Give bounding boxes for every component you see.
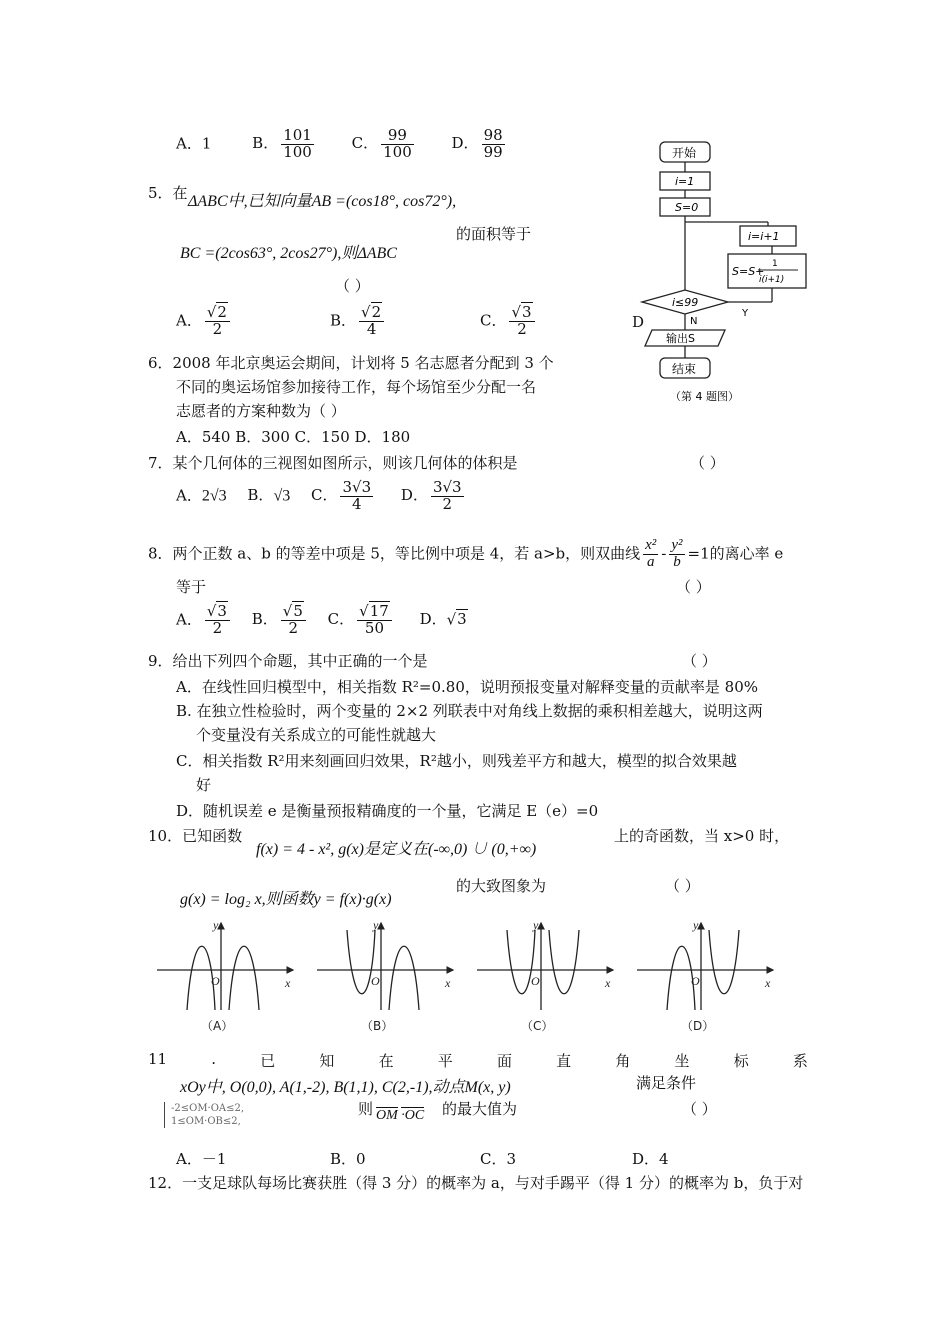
q10-stem: 10．已知函数 <box>148 827 243 845</box>
q11-tail: 的最大值为 <box>442 1100 518 1118</box>
q10-tail2: 的大致图象为 <box>456 877 547 895</box>
graph-label-c: （C） <box>521 1019 554 1033</box>
svg-text:O: O <box>531 974 540 988</box>
q5-option-b: B． $\frac{√2}{4}$ <box>330 305 387 338</box>
q9-option-d: D．随机误差 e 是衡量预报精确度的一个量，它满足 E（e）=0 <box>176 802 599 820</box>
fc-cond: i≤99 <box>672 296 699 309</box>
svg-text:y: y <box>213 918 219 932</box>
graph-label-a: （A） <box>201 1019 234 1033</box>
fc-sum: S=S+ <box>732 265 765 278</box>
svg-text:x: x <box>445 976 451 990</box>
fc-s0: S=0 <box>675 201 699 214</box>
q8-paren: （ ） <box>676 578 711 596</box>
q11-option-b: B．0 <box>330 1150 366 1168</box>
fc-sum-den: i(i+1) <box>759 275 785 285</box>
q11-system: -2≤OM·OA≤2, 1≤OM·OB≤2, <box>164 1102 244 1128</box>
q8-line2: 等于 <box>176 578 207 596</box>
q7-paren: （ ） <box>690 454 725 472</box>
fc-no: N <box>690 316 698 327</box>
q7-options: A．2√3 B．√3 C． $\frac{3√3}{4}$ D． $\frac{3√3}{2}$ <box>176 478 462 513</box>
fc-yes: Y <box>742 308 749 319</box>
q6-line2: 不同的奥运场馆参加接待工作，每个场馆至少分配一名 <box>176 378 537 396</box>
q11-option-c: C．3 <box>480 1150 517 1168</box>
q10-paren: （ ） <box>665 877 700 895</box>
fc-start: 开始 <box>672 146 697 160</box>
q5-paren: （ ） <box>335 277 370 295</box>
fc-end: 结束 <box>672 362 697 376</box>
q10-g: g(x) = log₂ x,则函数y = f(x)·g(x) <box>180 891 392 908</box>
fc-inc: i=i+1 <box>748 230 780 243</box>
q9-option-c2: 好 <box>196 776 212 794</box>
q5-line2: BC =(2cos63°, 2cos27°),则ΔABC <box>180 245 397 262</box>
q11-line1: 11 . 已 知 在 平 面 直 角 坐 标 系 <box>148 1050 808 1070</box>
q11-option-a: A．－1 <box>176 1150 227 1168</box>
q6-line1: 6．2008 年北京奥运会期间，计划将 5 名志愿者分配到 3 个 <box>148 354 554 372</box>
svg-text:O: O <box>691 974 700 988</box>
q6-options: A．540 B．300 C．150 D．180 <box>176 428 411 446</box>
fc-i1: i=1 <box>675 175 695 188</box>
q4-option-a: A．1 <box>176 134 212 153</box>
q10-graphs <box>155 915 795 1040</box>
q8-stem: 8．两个正数 a、b 的等差中项是 5，等比例中项是 4，若 a>b，则双曲线 $\frac{\text{x²}}{a}$ - $\frac{\text{y²}}{b}$ =1的离心率 e <box>148 537 784 570</box>
q11-line2: xOy中, O(0,0), A(1,-2), B(1,1), C(2,-1),动点M(x, y) <box>180 1079 511 1096</box>
q4-options: A．1 B． $\frac{101}{100}$ C． $\frac{99}{100}$ D． $\frac{98}{99}$ <box>176 126 503 161</box>
svg-text:x: x <box>285 976 291 990</box>
q9-stem: 9．给出下列四个命题，其中正确的一个是 <box>148 652 428 670</box>
q10-f: f(x) = 4 - x², g(x)是定义在(-∞,0) ∪ (0,+∞) <box>256 841 537 858</box>
q5-tail: 的面积等于 <box>456 225 532 243</box>
graph-label-d: （D） <box>681 1019 715 1033</box>
fc-output: 输出S <box>666 332 695 345</box>
q8-options: A． $\frac{√3}{2}$ B． $\frac{√5}{2}$ C． $\frac{√17}{50}$ D．√3 <box>176 602 467 637</box>
q10-tail: 上的奇函数，当 x>0 时， <box>614 827 790 845</box>
q5-option-c: C． $\frac{√3}{2}$ <box>480 305 538 338</box>
q9-option-a: A．在线性回归模型中，相关指数 R²=0.80，说明预报变量对解释变量的贡献率是 80% <box>176 678 758 696</box>
svg-text:y: y <box>693 918 699 932</box>
q11-paren: （ ） <box>682 1100 717 1118</box>
q9-option-b2: 个变量没有关系成立的可能性就越大 <box>196 726 437 744</box>
svg-text:y: y <box>373 918 379 932</box>
flowchart <box>630 138 810 413</box>
svg-text:O: O <box>211 974 220 988</box>
q9-paren: （ ） <box>682 652 717 670</box>
q5-line1: ΔABC中,已知向量AB =(cos18°, cos72°), <box>188 193 457 210</box>
q5-option-a: A． $\frac{√2}{2}$ <box>176 305 233 338</box>
q11-om-oc: OM ·OC <box>376 1108 425 1123</box>
q11-option-d: D．4 <box>632 1150 669 1168</box>
q12-line1: 12．一支足球队每场比赛获胜（得 3 分）的概率为 a，与对手踢平（得 1 分）的概率为 b，负于对 <box>148 1174 804 1192</box>
q9-option-c1: C．相关指数 R²用来刻画回归效果，R²越小，则残差平方和越大，模型的拟合效果越 <box>176 752 737 770</box>
q6-line3: 志愿者的方案种数为（ ） <box>176 402 346 420</box>
q5-number: 5．在 <box>148 184 188 202</box>
q5-option-d: D <box>632 313 645 331</box>
fc-sum-num: 1 <box>772 259 778 269</box>
fc-caption: （第 4 题图） <box>670 390 739 403</box>
q11-line2-tail: 满足条件 <box>636 1074 697 1092</box>
q9-option-b1: B. 在独立性检验时，两个变量的 2×2 列联表中对角线上数据的乘积相差越大，说明这两 <box>176 702 763 720</box>
graph-label-b: （B） <box>361 1019 394 1033</box>
svg-text:O: O <box>371 974 380 988</box>
svg-text:x: x <box>765 976 771 990</box>
q7-stem: 7．某个几何体的三视图如图所示，则该几何体的体积是 <box>148 454 518 472</box>
svg-text:x: x <box>605 976 611 990</box>
svg-text:y: y <box>533 918 539 932</box>
q11-then: 则 <box>358 1100 374 1118</box>
